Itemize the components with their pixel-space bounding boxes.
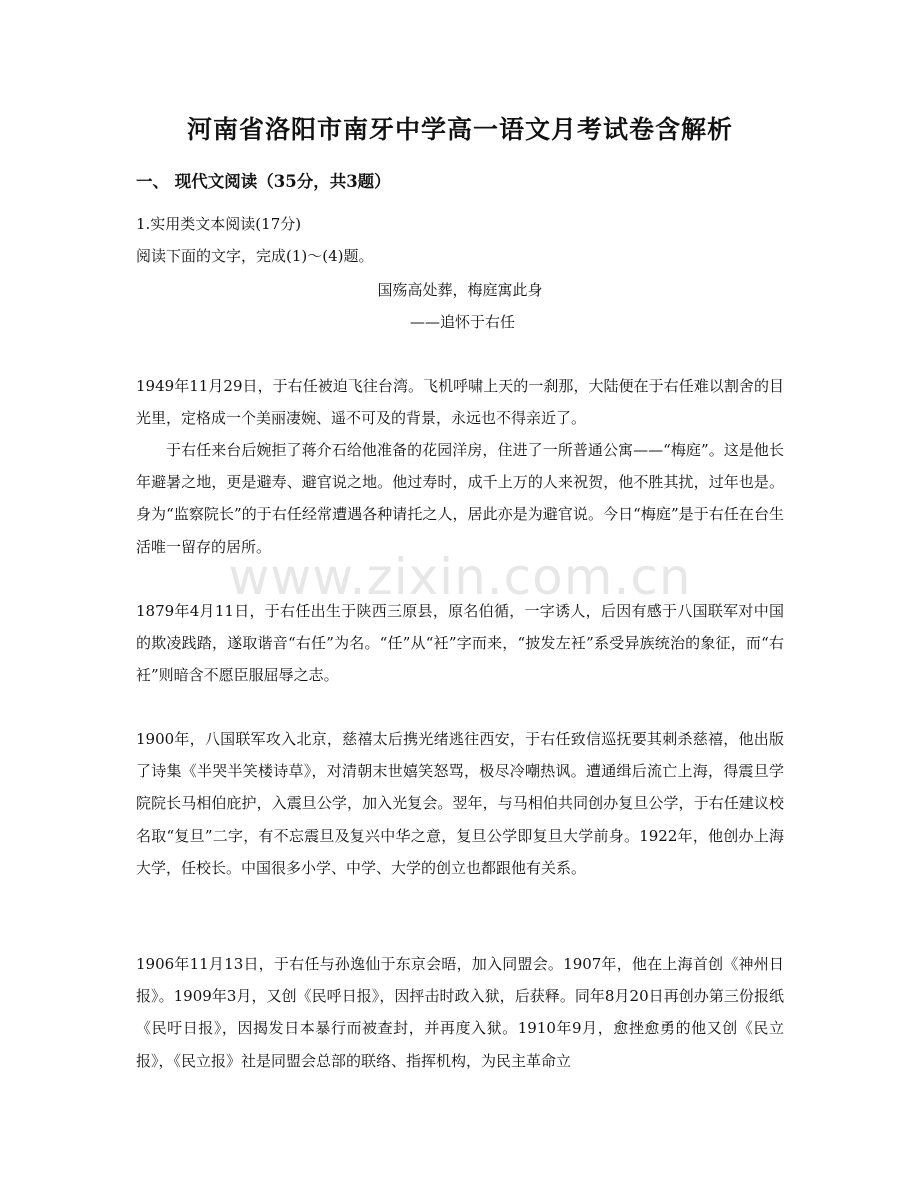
- paragraph: 于右任来台后婉拒了蒋介石给他准备的花园洋房，住进了一所普通公寓——“梅庭”。这是他长年避暑之地，更是避寿、避官说之地。他过寿时，成千上万的人来祝贺，他不胜其扰，过年也是。身为“监察院长”的于右任经常遭遇各种请托之人，居此亦是为避官说。今日“梅庭”是于右任在台生活唯一留存的居所。: [136, 441, 784, 556]
- document-title: 河南省洛阳市南牙中学高一语文月考试卷含解析: [186, 115, 733, 144]
- paragraph: 1949年11月29日，于右任被迫飞往台湾。飞机呼啸上天的一刹那，大陆便在于右任难以割舍的目光里，定格成一个美丽凄婉、遥不可及的背景，永远也不得亲近了。: [136, 377, 784, 428]
- section-heading: 一、 现代文阅读（35分，共3题）: [136, 172, 391, 191]
- article-title: 国殇高处葬，梅庭寓此身: [377, 281, 543, 299]
- paragraph: 1879年4月11日，于右任出生于陕西三原县，原名伯循，一字诱人，后因有感于八国联军对中国的欺凌践踏，遂取谐音“右任”为名。“任”从“衽”字而来，“披发左衽”系受异族统治的象征，而“右衽”则暗含不愿臣服屈辱之志。: [136, 602, 784, 685]
- watermark: www.zixin.com.cn: [228, 548, 692, 606]
- article-subtitle: ——追怀于右任: [409, 313, 515, 331]
- question-label: 1.实用类文本阅读(17分): [136, 215, 302, 233]
- paragraph: 1906年11月13日，于右任与孙逸仙于东京会晤，加入同盟会。1907年，他在上海首创《神州日报》。1909年3月，又创《民呼日报》，因抨击时政入狱，后获释。同年8月20日再创办第三份报纸《民吁日报》，因揭发日本暴行而被查封，并再度入狱。1910年9月，愈挫愈勇的他又创《民立报》，《民立报》社是同盟会总部的联络、指挥机构，为民主革命立: [136, 955, 784, 1070]
- paragraph: 1900年，八国联军攻入北京，慈禧太后携光绪逃往西安，于右任致信巡抚要其刺杀慈禧，他出版了诗集《半哭半笑楼诗草》，对清朝末世嬉笑怒骂，极尽冷嘲热讽。遭通缉后流亡上海，得震旦学院院长马相伯庇护，入震旦公学，加入光复会。翌年，与马相伯共同创办复旦公学，于右任建议校名取“复旦”二字，有不忘震旦及复兴中华之意，复旦公学即复旦大学前身。1922年，他创办上海大学，任校长。中国很多小学、中学、大学的创立也都跟他有关系。: [136, 730, 784, 877]
- question-instruction: 阅读下面的文字，完成(1)～(4)题。: [136, 247, 374, 265]
